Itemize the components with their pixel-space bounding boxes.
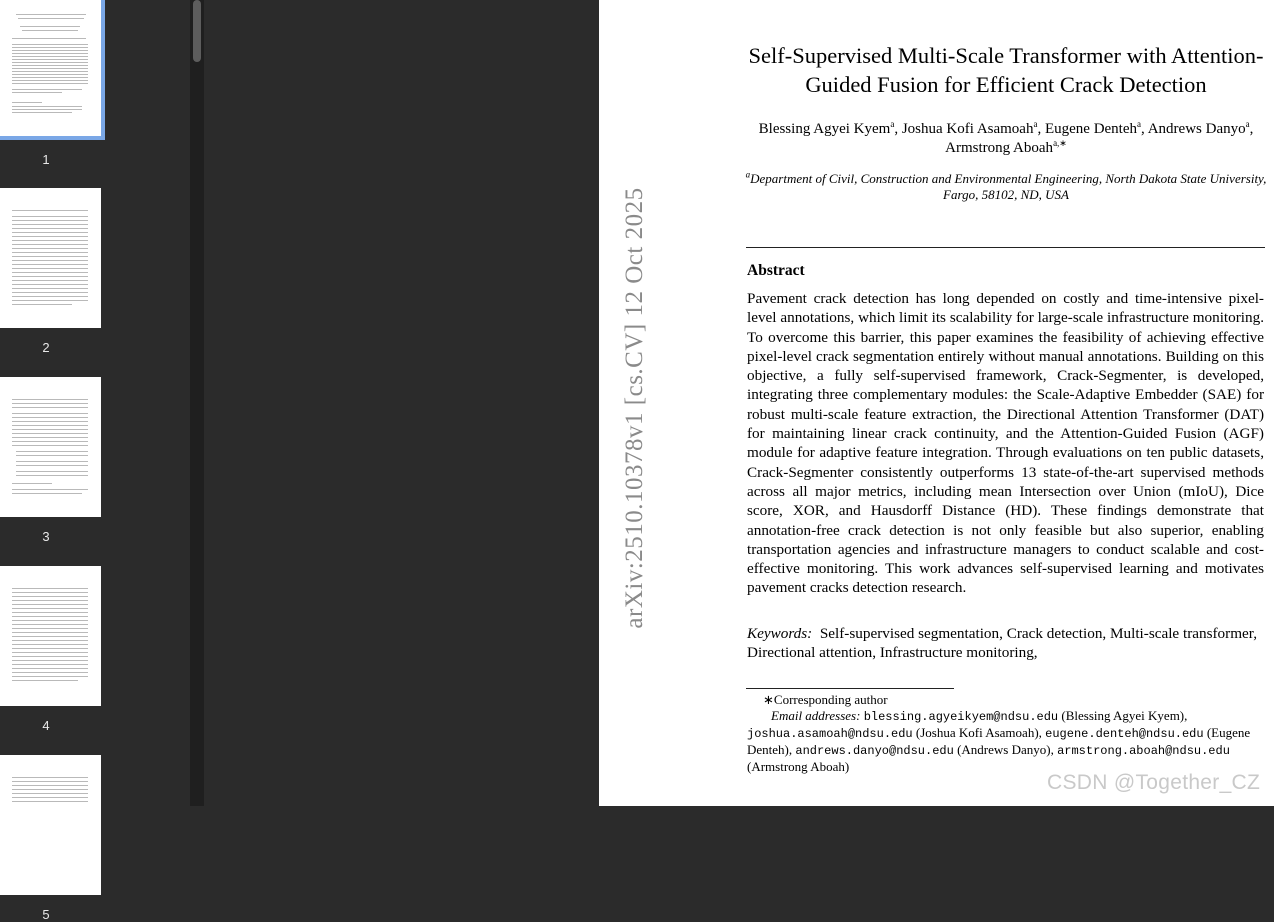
email-link[interactable]: eugene.denteh@ndsu.edu <box>1045 727 1204 741</box>
thumbnail-sidebar <box>0 0 190 922</box>
email-link[interactable]: blessing.agyeikyem@ndsu.edu <box>863 710 1059 724</box>
thumbnail-image[interactable] <box>0 188 101 328</box>
author-name: Eugene Denteh <box>1044 121 1138 137</box>
email-owner: (Joshua Kofi Asamoah), <box>915 725 1042 740</box>
arxiv-stamp: arXiv:2510.10378v1 [cs.CV] 12 Oct 2025 <box>621 187 648 629</box>
email-owner: (Blessing Agyei Kyem), <box>1061 708 1188 723</box>
author-mark: a <box>890 119 895 129</box>
author-mark: a <box>1245 119 1250 129</box>
thumbnail-page-number: 3 <box>42 529 50 544</box>
thumbnail-image[interactable] <box>0 566 101 706</box>
abstract-text: Pavement crack detection has long depended on costly and time-intensive pixel-level annotations, which limit its scalability for large-scale infrastructure monitoring. To overcome this barrier, this paper examines the feasibility of achieving effective pixel-level crack segmentation entirely without manual annotations. Building on this objective, a fully self-supervised framework, Crack-Segmenter, is developed, integrating three complementary modules: the Scale-Adaptive Embedder (SAE) for robust multi-scale feature extraction, the Directional Attention Transformer (DAT) for maintaining linear crack continuity, and the Attention-Guided Fusion (AGF) module for adaptive feature integration. Through evaluations on ten public datasets, Crack-Segmenter consistently outperforms 13 state-of-the-art supervised methods across all major metrics, including mean Intersection over Union (mIoU), Dice score, XOR, and Hausdorff Distance (HD). These findings demonstrate that annotation-free crack detection is not only feasible but also superior, enabling transportation agencies and infrastructure managers to conduct scalable and cost-effective monitoring. This work advances self-supervised learning and motivates pavement cracks detection research. <box>747 290 1264 597</box>
author-name: Andrews Danyo <box>1147 121 1246 137</box>
email-owner: (Eugene Denteh), <box>747 725 1251 757</box>
author-mark: a <box>1137 119 1142 129</box>
email-owner: (Armstrong Aboah) <box>747 759 850 774</box>
document-viewer-background <box>204 0 599 806</box>
section-divider <box>746 247 1265 248</box>
author-name: Blessing Agyei Kyem <box>758 121 891 137</box>
paper-title: Self-Supervised Multi-Scale Transformer with Attention-Guided Fusion for Efficient Crack Detection <box>748 43 1264 97</box>
author-mark: a <box>1033 119 1038 129</box>
thumbnail-page-number: 5 <box>42 907 50 922</box>
affiliation-mark: a <box>745 169 751 180</box>
watermark: CSDN @Together_CZ <box>1047 771 1261 794</box>
thumbnail-image[interactable] <box>0 755 101 895</box>
keywords-text: Self-supervised segmentation, Crack detection, Multi-scale transformer, Directional attention, Infrastructure monitoring, <box>747 625 1258 662</box>
keywords-label: Keywords: <box>747 625 813 642</box>
sidebar-scrollbar-thumb[interactable] <box>193 0 201 62</box>
thumbnail-page-number: 1 <box>42 152 50 167</box>
author-mark: a,∗ <box>1053 138 1067 148</box>
sidebar-scrollbar[interactable] <box>190 0 204 806</box>
author-name: Joshua Kofi Asamoah <box>901 121 1034 137</box>
email-label: Email addresses: <box>771 708 861 723</box>
email-link[interactable]: armstrong.aboah@ndsu.edu <box>1057 744 1230 758</box>
affiliation <box>744 171 1268 202</box>
author-name: Armstrong Aboah <box>945 140 1054 156</box>
keywords <box>747 624 1264 663</box>
email-link[interactable]: andrews.danyo@ndsu.edu <box>795 744 954 758</box>
abstract-heading: Abstract <box>747 262 805 279</box>
thumbnail-image[interactable] <box>0 377 101 517</box>
thumbnail-image[interactable] <box>0 0 101 136</box>
footnote-divider <box>746 688 954 689</box>
affiliation-text: Department of Civil, Construction and Environmental Engineering, North Dakota State University, Fargo, 58102, ND, USA <box>750 171 1267 202</box>
corresponding-author-note: ∗Corresponding author <box>763 692 888 707</box>
thumbnail-page-number: 2 <box>42 340 50 355</box>
email-link[interactable]: joshua.asamoah@ndsu.edu <box>747 727 913 741</box>
thumbnail-page-number: 4 <box>42 718 50 733</box>
footnote <box>747 692 1264 775</box>
email-owner: (Andrews Danyo), <box>957 742 1054 757</box>
author-list: Blessing Agyei Kyem$^a$, Joshua Kofi Asamoah$^a$, Eugene Denteh$^a$, Andrews Danyo$^a$, Armstrong Aboah$^{a,∗}$ <box>758 119 1254 156</box>
